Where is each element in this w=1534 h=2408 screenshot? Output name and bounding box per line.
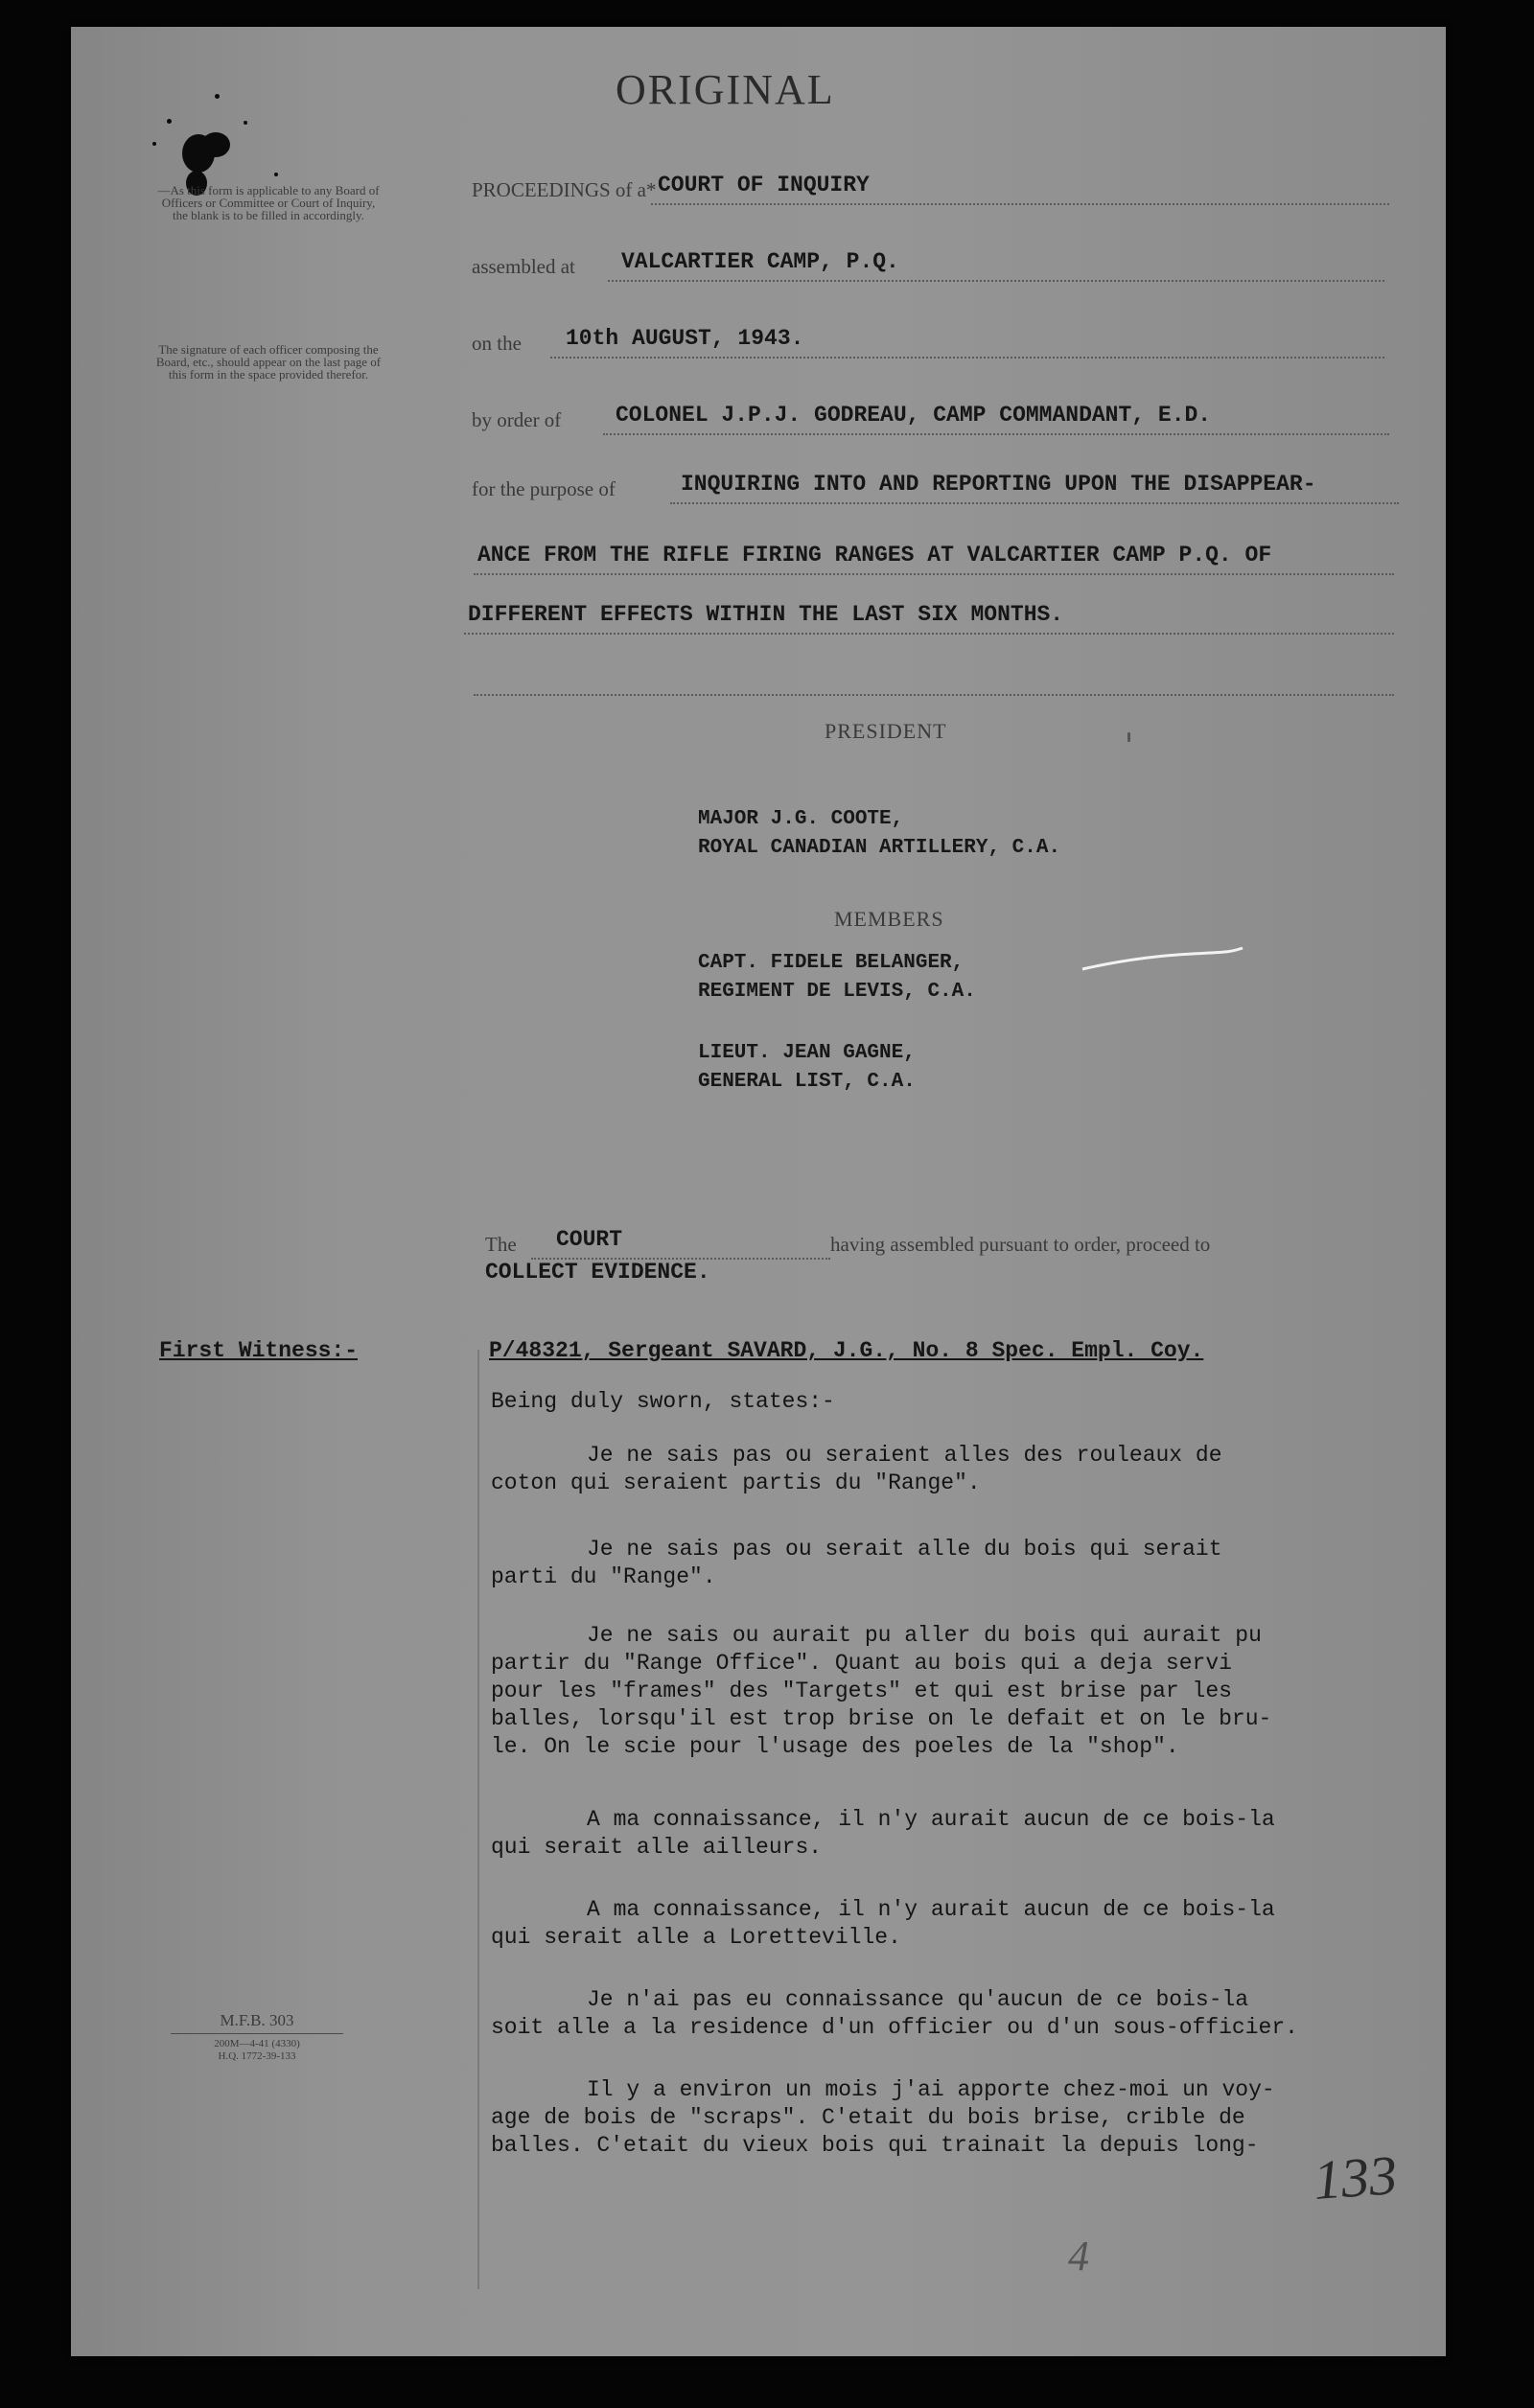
purpose-line-2: ANCE FROM THE RIFLE FIRING RANGES AT VALCARTIER CAMP P.Q. OF (477, 543, 1272, 567)
president-label: PRESIDENT (825, 719, 947, 743)
purpose-line-1: INQUIRING INTO AND REPORTING UPON THE DISAPPEAR- (681, 472, 1316, 497)
original-stamp: ORIGINAL (616, 66, 835, 113)
form-number: M.F.B. 303 (171, 2011, 343, 2034)
president-name: MAJOR J.G. COOTE, ROYAL CANADIAN ARTILLERY, C.A. (698, 808, 1061, 859)
testimony-line: pour les "frames" des "Targets" et qui est brise par les (491, 1679, 1232, 1703)
testimony-line: Il y a environ un mois j'ai apporte chez-moi un voy- (587, 2077, 1275, 2102)
testimony-line: coton qui seraient partis du "Range". (491, 1470, 981, 1495)
ink-speck (244, 121, 247, 125)
fill-line (608, 280, 1384, 282)
signature-instruction-note: The signature of each officer composing the Board, etc., should appear on the last page of this form in the space provided therefor. (155, 342, 382, 382)
form-number-stamp (171, 2011, 343, 2063)
testimony-paragraph (491, 1536, 1411, 1591)
ink-speck (152, 142, 156, 146)
testimony-paragraph (491, 2076, 1411, 2160)
order-label: by order of (472, 408, 562, 431)
sworn-statement: Being duly sworn, states:- (491, 1389, 835, 1414)
members-label: MEMBERS (834, 907, 944, 931)
fill-line (651, 203, 1389, 205)
ink-speck (215, 94, 220, 99)
assembly-continuation: COLLECT EVIDENCE. (485, 1260, 710, 1285)
testimony-paragraph (491, 1442, 1411, 1497)
testimony-line: A ma connaissance, il n'y aurait aucun de ce bois-la (587, 1807, 1275, 1832)
testimony-line: Je n'ai pas eu connaissance qu'aucun de ce bois-la (587, 1987, 1249, 2012)
testimony-line: Je ne sais ou aurait pu aller du bois qui aurait pu (587, 1623, 1262, 1648)
fill-line (603, 433, 1389, 435)
testimony-line: partir du "Range Office". Quant au bois qui a deja servi (491, 1651, 1232, 1676)
assembly-body-value: COURT (556, 1227, 623, 1252)
testimony-paragraph (491, 1986, 1411, 2042)
fill-line (474, 694, 1394, 696)
ink-blot (201, 132, 230, 157)
assembly-text: having assembled pursuant to order, proceed to (830, 1233, 1211, 1256)
purpose-line-3: DIFFERENT EFFECTS WITHIN THE LAST SIX MONTHS. (468, 602, 1064, 627)
testimony-line: soit alle a la residence d'un officier ou d'un sous-officier. (491, 2015, 1298, 2040)
testimony-paragraph (491, 1622, 1411, 1761)
assembly-the-label: The (485, 1233, 517, 1256)
testimony-line: balles, lorsqu'il est trop brise on le defait et on le bru- (491, 1706, 1272, 1731)
order-value: COLONEL J.P.J. GODREAU, CAMP COMMANDANT, E.D. (616, 403, 1212, 428)
pen-mark (1078, 942, 1250, 981)
form-instruction-note: —As this form is applicable to any Board of Officers or Committee or Court of Inquiry, the blank is to be filled in accordingly. (157, 183, 380, 222)
ink-speck (274, 173, 278, 176)
testimony-line: age de bois de "scraps". C'etait du bois brise, crible de (491, 2105, 1245, 2130)
member-2-name: LIEUT. JEAN GAGNE, GENERAL LIST, C.A. (698, 1042, 916, 1093)
print-code-2: H.Q. 1772-39-133 (218, 2050, 296, 2062)
proceedings-value: COURT OF INQUIRY (658, 173, 870, 197)
purpose-label: for the purpose of (472, 477, 616, 500)
date-value: 10th AUGUST, 1943. (566, 326, 804, 351)
member-1-name: CAPT. FIDELE BELANGER, REGIMENT DE LEVIS, C.A. (698, 952, 976, 1003)
ink-speck (167, 119, 172, 124)
fill-line (670, 502, 1399, 504)
testimony-line: qui serait alle ailleurs. (491, 1835, 823, 1860)
testimony-line: balles. C'etait du vieux bois qui trainait la depuis long- (491, 2133, 1259, 2158)
assembled-value: VALCARTIER CAMP, P.Q. (621, 249, 899, 274)
fill-line (464, 633, 1394, 635)
witness-heading: P/48321, Sergeant SAVARD, J.G., No. 8 Spec. Empl. Coy. (489, 1338, 1204, 1363)
testimony-line: qui serait alle a Loretteville. (491, 1925, 901, 1950)
date-label: on the (472, 332, 522, 355)
document-page (71, 27, 1446, 2356)
ink-speck (1127, 732, 1130, 742)
witness-label: First Witness:- (159, 1338, 359, 1363)
testimony-paragraph (491, 1896, 1411, 1952)
testimony-line: parti du "Range". (491, 1564, 716, 1589)
proceedings-label: PROCEEDINGS of a* (472, 178, 657, 201)
handwritten-page-number: 133 (1311, 2143, 1400, 2211)
handwritten-mark: 4 (1068, 2233, 1089, 2280)
margin-line (477, 1350, 479, 2289)
testimony-line: A ma connaissance, il n'y aurait aucun de ce bois-la (587, 1897, 1275, 1922)
testimony-line: le. On le scie pour l'usage des poeles de la "shop". (491, 1734, 1179, 1759)
testimony-line: Je ne sais pas ou seraient alles des rouleaux de (587, 1443, 1222, 1468)
testimony-paragraph (491, 1806, 1411, 1862)
fill-line (550, 357, 1384, 359)
assembled-label: assembled at (472, 255, 575, 278)
fill-line (474, 573, 1394, 575)
print-code-1: 200M—4-41 (4330) (214, 2038, 300, 2049)
testimony-line: Je ne sais pas ou serait alle du bois qui serait (587, 1537, 1222, 1562)
